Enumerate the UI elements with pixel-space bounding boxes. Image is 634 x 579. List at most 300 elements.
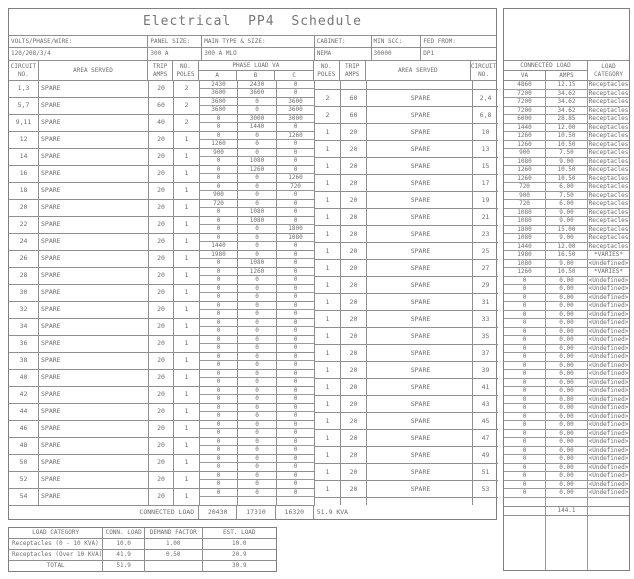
header-no-poles-left: NO. POLES — [173, 61, 199, 80]
poles — [315, 498, 341, 505]
phase-cell-b — [238, 370, 277, 386]
connected-load-row — [504, 98, 629, 107]
poles: 1 — [174, 132, 200, 148]
phase-value: 0 — [200, 285, 237, 293]
connected-va: 1980 — [504, 251, 546, 259]
circuit-row-right — [315, 90, 498, 107]
phase-value: 0 — [293, 327, 298, 334]
phase-cell-c — [277, 200, 315, 216]
demand-row-receptacles-high — [9, 550, 276, 561]
phase-cell-a — [200, 268, 238, 284]
phase-value: 0 — [200, 302, 237, 310]
phase-value: 0 — [255, 446, 259, 453]
demand-conn-load: 10.0 — [103, 539, 145, 549]
connected-load-row — [504, 243, 629, 252]
phase-value — [277, 497, 314, 505]
phase-cell-a — [200, 319, 238, 335]
trip-amps: 20 — [341, 277, 367, 293]
phase-value: 0 — [255, 480, 259, 487]
phase-value: 0 — [216, 293, 221, 300]
area-served: SPARE — [39, 438, 149, 454]
header-trip-amps-right: TRIP AMPS — [340, 61, 366, 80]
circuit-number: 1,3 — [9, 81, 39, 97]
circuit-row-right — [315, 107, 498, 124]
phase-cell-a — [200, 370, 238, 386]
connected-load-row — [504, 115, 629, 124]
phase-value: 0 — [293, 140, 298, 147]
load-category: <Undefined> — [588, 327, 629, 335]
info-value-cabinet: NEMA — [315, 48, 372, 60]
phase-value: 0 — [277, 404, 314, 412]
connected-amps: 0.00 — [546, 489, 588, 497]
phase-cell-a — [200, 421, 238, 437]
connected-load-row — [504, 294, 629, 303]
connected-amps: 10.50 — [546, 132, 588, 140]
phase-cell-c — [277, 353, 315, 369]
poles: 1 — [174, 183, 200, 199]
area-served: SPARE — [367, 260, 473, 276]
phase-value: 0 — [238, 455, 276, 463]
trip-amps: 20 — [149, 81, 174, 97]
circuit-number: 5,7 — [9, 98, 39, 114]
poles: 1 — [315, 447, 341, 463]
connected-load-title: CONNECTED LOAD — [504, 61, 587, 71]
phase-value: 0 — [255, 463, 259, 470]
connected-load-row — [504, 158, 629, 167]
trip-amps: 20 — [149, 353, 174, 369]
phase-cell-c — [277, 251, 315, 267]
connected-amps: 34.62 — [546, 107, 588, 115]
load-category: Receptacles — [588, 200, 629, 207]
phase-value: 0 — [277, 149, 314, 157]
info-value-min-scc: 30000 — [372, 48, 422, 60]
load-category: <Undefined> — [588, 438, 629, 445]
phase-cell-a — [200, 81, 238, 97]
phase-value: 0 — [255, 395, 259, 402]
phase-value: 0 — [200, 268, 237, 276]
poles: 1 — [174, 336, 200, 352]
connected-amps: 0.00 — [546, 302, 588, 310]
info-label-cabinet: CABINET: — [315, 36, 372, 47]
trip-amps: 20 — [149, 183, 174, 199]
poles: 1 — [174, 285, 200, 301]
trip-amps: 20 — [341, 311, 367, 327]
connected-va: 1800 — [504, 226, 546, 234]
connected-va: 1260 — [504, 141, 546, 149]
connected-amps: 9.00 — [546, 217, 588, 225]
connected-va: 1080 — [504, 158, 546, 166]
load-category: <Undefined> — [588, 395, 629, 403]
phase-cell-c — [277, 421, 315, 437]
load-category: Receptacles — [588, 166, 629, 173]
panel-schedule — [8, 8, 497, 520]
poles: 1 — [174, 438, 200, 454]
circuit-number: 34 — [9, 319, 39, 335]
phase-value: 0 — [277, 421, 314, 429]
poles: 1 — [174, 353, 200, 369]
trip-amps: 20 — [149, 438, 174, 454]
circuit-number: 14 — [9, 149, 39, 165]
load-category: <Undefined> — [588, 404, 629, 411]
total-kva: 51.9 KVA — [316, 508, 349, 516]
connected-va: 1260 — [504, 175, 546, 183]
demand-row-receptacles-low — [9, 539, 276, 550]
connected-load-row — [504, 396, 629, 405]
connected-load-row — [504, 353, 629, 362]
area-served: SPARE — [367, 311, 473, 327]
circuit-number: 51 — [481, 468, 490, 476]
phase-value: 0 — [255, 378, 259, 385]
connected-load-row — [504, 141, 629, 150]
circuit-number: 2,4 — [479, 94, 492, 102]
trip-amps: 20 — [341, 175, 367, 191]
circuit-row-right — [315, 243, 498, 260]
phase-value: 1080 — [238, 217, 276, 225]
circuit-table-body — [9, 81, 496, 506]
poles: 1 — [174, 166, 200, 182]
connected-amps: 9.00 — [546, 209, 588, 217]
phase-value: 0 — [277, 217, 314, 225]
connected-load-row — [504, 107, 629, 116]
phase-cell-b — [238, 387, 277, 403]
area-served: SPARE — [367, 277, 473, 293]
connected-load-row — [504, 421, 629, 430]
area-served: SPARE — [39, 421, 149, 437]
phase-cell-a — [200, 302, 238, 318]
poles: 2 — [174, 81, 200, 97]
circuit-row-right — [315, 175, 498, 192]
connected-load-row — [504, 149, 629, 158]
poles: 1 — [174, 251, 200, 267]
right-bottom-filler — [315, 498, 498, 505]
load-category: <Undefined> — [588, 370, 629, 377]
connected-amps: 0.00 — [546, 404, 588, 412]
phase-value: 0 — [255, 429, 259, 436]
phase-value: 1260 — [238, 268, 276, 276]
phase-cell-b — [238, 455, 277, 471]
connected-amps: 12.15 — [546, 81, 588, 89]
connected-amps: 7.50 — [546, 149, 588, 157]
area-served: SPARE — [39, 132, 149, 148]
phase-value: 0 — [238, 421, 276, 429]
phase-value: 0 — [200, 217, 237, 225]
phase-value: 0 — [200, 421, 237, 429]
load-category: <Undefined> — [588, 446, 629, 454]
poles: 1 — [315, 294, 341, 310]
phase-value: 3600 — [249, 89, 265, 96]
load-category: Receptacles — [588, 174, 629, 182]
phase-value: 900 — [213, 191, 224, 198]
area-served: SPARE — [39, 370, 149, 386]
trip-amps: 20 — [149, 166, 174, 182]
load-category: <Undefined> — [588, 387, 629, 394]
poles: 1 — [174, 234, 200, 250]
connected-load-header — [504, 61, 629, 81]
phase-value: 0 — [200, 183, 237, 191]
poles: 1 — [315, 430, 341, 446]
connected-amps: 10.50 — [546, 268, 588, 276]
load-category: Receptacles — [588, 115, 629, 122]
phase-value: 0 — [255, 361, 259, 368]
connected-load-row — [504, 379, 629, 388]
trip-amps: 20 — [341, 141, 367, 157]
circuit-row — [9, 353, 315, 370]
phase-value: 0 — [255, 242, 259, 249]
connected-load-row — [504, 200, 629, 209]
demand-category: TOTAL — [9, 561, 103, 572]
header-phase-b: B — [237, 71, 276, 80]
circuit-number: 16 — [9, 166, 39, 182]
connected-va: 1080 — [504, 234, 546, 242]
connected-load-spacer — [504, 9, 629, 61]
phase-value: 0 — [238, 353, 276, 361]
load-category: <Undefined> — [588, 285, 629, 292]
connected-amps: 0.00 — [546, 396, 588, 404]
phase-cell-c — [277, 370, 315, 386]
phase-value: 3600 — [277, 98, 314, 106]
circuit-row-right — [315, 328, 498, 345]
circuit-number: 50 — [9, 455, 39, 471]
trip-amps: 60 — [341, 90, 367, 106]
phase-cell-a — [200, 149, 238, 165]
phase-cell-b — [238, 472, 277, 488]
area-served: SPARE — [39, 81, 149, 97]
connected-va: 0 — [504, 285, 546, 293]
circuit-number: 13 — [481, 145, 490, 153]
phase-cell-c — [277, 319, 315, 335]
connected-va: 900 — [504, 192, 546, 200]
info-value-main-type: 300 A MLO — [202, 48, 315, 60]
phase-value: 0 — [200, 115, 237, 123]
circuit-row-right — [315, 192, 498, 209]
connected-amps: 0.00 — [546, 464, 588, 472]
phase-value: 1260 — [288, 174, 303, 181]
connected-va: 1260 — [504, 268, 546, 276]
poles: 2 — [174, 115, 200, 131]
connected-va: 720 — [504, 183, 546, 191]
trip-amps: 20 — [149, 302, 174, 318]
area-served: SPARE — [367, 430, 473, 446]
phase-value: 1260 — [277, 132, 314, 140]
circuit-number: 18 — [9, 183, 39, 199]
poles: 1 — [174, 268, 200, 284]
phase-value: 0 — [238, 251, 276, 259]
connected-amps: 0.00 — [546, 379, 588, 387]
load-category: <Undefined> — [588, 276, 629, 284]
circuit-number: 42 — [9, 387, 39, 403]
area-served: SPARE — [39, 387, 149, 403]
circuit-number: 30 — [9, 285, 39, 301]
connected-va: 1080 — [504, 209, 546, 217]
phase-value: 0 — [216, 344, 221, 351]
phase-value: 0 — [200, 472, 237, 480]
phase-value: 0 — [238, 285, 276, 293]
trip-amps: 20 — [149, 149, 174, 165]
demand-factor: 0.50 — [145, 550, 203, 560]
poles: 1 — [315, 277, 341, 293]
phase-cell-a — [200, 251, 238, 267]
phase-value: 0 — [255, 191, 259, 198]
phase-value: 0 — [200, 455, 237, 463]
connected-amps: 0.00 — [546, 430, 588, 438]
connected-va: 720 — [504, 200, 546, 208]
poles: 1 — [174, 200, 200, 216]
circuit-row — [9, 319, 315, 336]
connected-va: 0 — [504, 353, 546, 361]
circuit-row-right — [315, 447, 498, 464]
phase-cell-a — [200, 217, 238, 233]
info-label-fed-from: FED FROM: — [423, 38, 456, 45]
load-category: Receptacles — [588, 89, 629, 97]
phase-value: 0 — [200, 438, 237, 446]
connected-load-totals-label: CONNECTED LOAD — [9, 506, 199, 519]
connected-va: 0 — [504, 472, 546, 480]
circuit-row-right — [315, 413, 498, 430]
phase-value: 0 — [277, 455, 314, 463]
area-served: SPARE — [39, 183, 149, 199]
phase-value: 0 — [216, 412, 221, 419]
circuit-number: 19 — [481, 196, 490, 204]
circuit-row-right — [315, 379, 498, 396]
circuit-row — [9, 200, 315, 217]
connected-va: 0 — [504, 302, 546, 310]
phase-cell-c — [277, 183, 315, 199]
connected-va: 0 — [504, 370, 546, 378]
poles: 1 — [315, 464, 341, 480]
phase-value: 720 — [200, 200, 237, 208]
circuit-number: 29 — [481, 281, 490, 289]
connected-amps: 0.00 — [546, 319, 588, 327]
load-category: Receptacles — [588, 217, 629, 224]
trip-amps: 60 — [341, 107, 367, 123]
phase-value: 1080 — [277, 234, 314, 242]
connected-amps: 12.00 — [546, 124, 588, 132]
circuit-number: 40 — [9, 370, 39, 386]
connected-amps: 10.50 — [546, 175, 588, 183]
load-category: Receptacles — [588, 225, 629, 233]
connected-load-row — [504, 362, 629, 371]
header-phase-c: C — [292, 72, 296, 79]
connected-va: 0 — [504, 387, 546, 395]
connected-amps: 6.00 — [546, 200, 588, 208]
phase-cell-c — [277, 149, 315, 165]
poles: 1 — [315, 175, 341, 191]
phase-value: 0 — [238, 489, 276, 497]
connected-va: 0 — [504, 455, 546, 463]
phase-value: 0 — [238, 319, 276, 327]
circuit-number: 47 — [481, 434, 490, 442]
circuit-row — [9, 404, 315, 421]
load-category: <Undefined> — [588, 421, 629, 428]
circuit-row-right — [315, 430, 498, 447]
load-category: Receptacles — [588, 157, 629, 165]
phase-value: 0 — [200, 132, 237, 140]
trip-amps: 20 — [149, 268, 174, 284]
circuit-row-right — [315, 277, 498, 294]
circuit-row — [9, 336, 315, 353]
header-circuit-no-left: CIRCUIT NO. — [9, 61, 39, 80]
area-served: SPARE — [367, 294, 473, 310]
connected-amps: 34.62 — [546, 90, 588, 98]
phase-cell-a — [200, 166, 238, 182]
phase-cell-b — [238, 319, 277, 335]
trip-amps: 20 — [341, 209, 367, 225]
phase-value: 0 — [200, 387, 237, 395]
header-phase-load — [199, 61, 314, 80]
connected-load-row — [504, 447, 629, 456]
phase-cell-c — [277, 438, 315, 454]
connected-load-row — [504, 268, 629, 277]
poles: 1 — [315, 260, 341, 276]
connected-va: 0 — [504, 362, 546, 370]
phase-cell-b — [238, 421, 277, 437]
connected-va: 1080 — [504, 260, 546, 268]
area-served: SPARE — [39, 234, 149, 250]
connected-load-row — [504, 472, 629, 481]
connected-va: 1260 — [504, 132, 546, 140]
area-served: SPARE — [39, 302, 149, 318]
trip-amps: 20 — [149, 319, 174, 335]
phase-value: 0 — [255, 140, 259, 147]
circuit-row — [9, 472, 315, 489]
phase-value: 1080 — [249, 208, 265, 215]
load-category: <Undefined> — [588, 361, 629, 369]
circuit-number: 27 — [481, 264, 490, 272]
info-value-panel-size: 300 A — [148, 48, 202, 60]
panel-info-labels — [9, 36, 496, 48]
phase-cell-c — [277, 268, 315, 284]
connected-amps: 9.00 — [546, 260, 588, 268]
phase-value: 0 — [293, 276, 298, 283]
demand-conn-load: 51.9 — [103, 561, 145, 572]
phase-value: 1080 — [249, 157, 265, 164]
connected-va: 0 — [504, 404, 546, 412]
phase-value: 0 — [255, 344, 259, 351]
phase-value: 0 — [277, 302, 314, 310]
trip-amps: 20 — [341, 447, 367, 463]
demand-factor: 1.00 — [145, 539, 203, 549]
trip-amps: 20 — [149, 217, 174, 233]
connected-va: 0 — [504, 328, 546, 336]
poles: 1 — [174, 387, 200, 403]
phase-cell-b — [238, 149, 277, 165]
connected-load-row — [504, 404, 629, 413]
area-served: SPARE — [39, 268, 149, 284]
trip-amps: 20 — [341, 158, 367, 174]
load-category: <Undefined> — [588, 293, 629, 301]
connected-amps: 0.00 — [546, 353, 588, 361]
connected-va: 0 — [504, 319, 546, 327]
trip-amps: 20 — [341, 294, 367, 310]
demand-header-conn: CONN. LOAD — [103, 528, 145, 538]
connected-amps: 0.00 — [546, 447, 588, 455]
connected-amps: 0.00 — [546, 311, 588, 319]
area-served: SPARE — [39, 166, 149, 182]
phase-cell-b — [238, 251, 277, 267]
load-category: <Undefined> — [588, 336, 629, 343]
area-served: SPARE — [367, 243, 473, 259]
phase-cell-c — [277, 285, 315, 301]
phase-cell-a — [200, 200, 238, 216]
phase-value: 0 — [200, 234, 237, 242]
phase-value: 0 — [216, 225, 221, 232]
trip-amps: 20 — [341, 243, 367, 259]
phase-value: 0 — [238, 404, 276, 412]
poles: 1 — [315, 362, 341, 378]
phase-value: 0 — [277, 438, 314, 446]
load-category: Receptacles — [588, 106, 629, 114]
phase-value: 0 — [238, 387, 276, 395]
